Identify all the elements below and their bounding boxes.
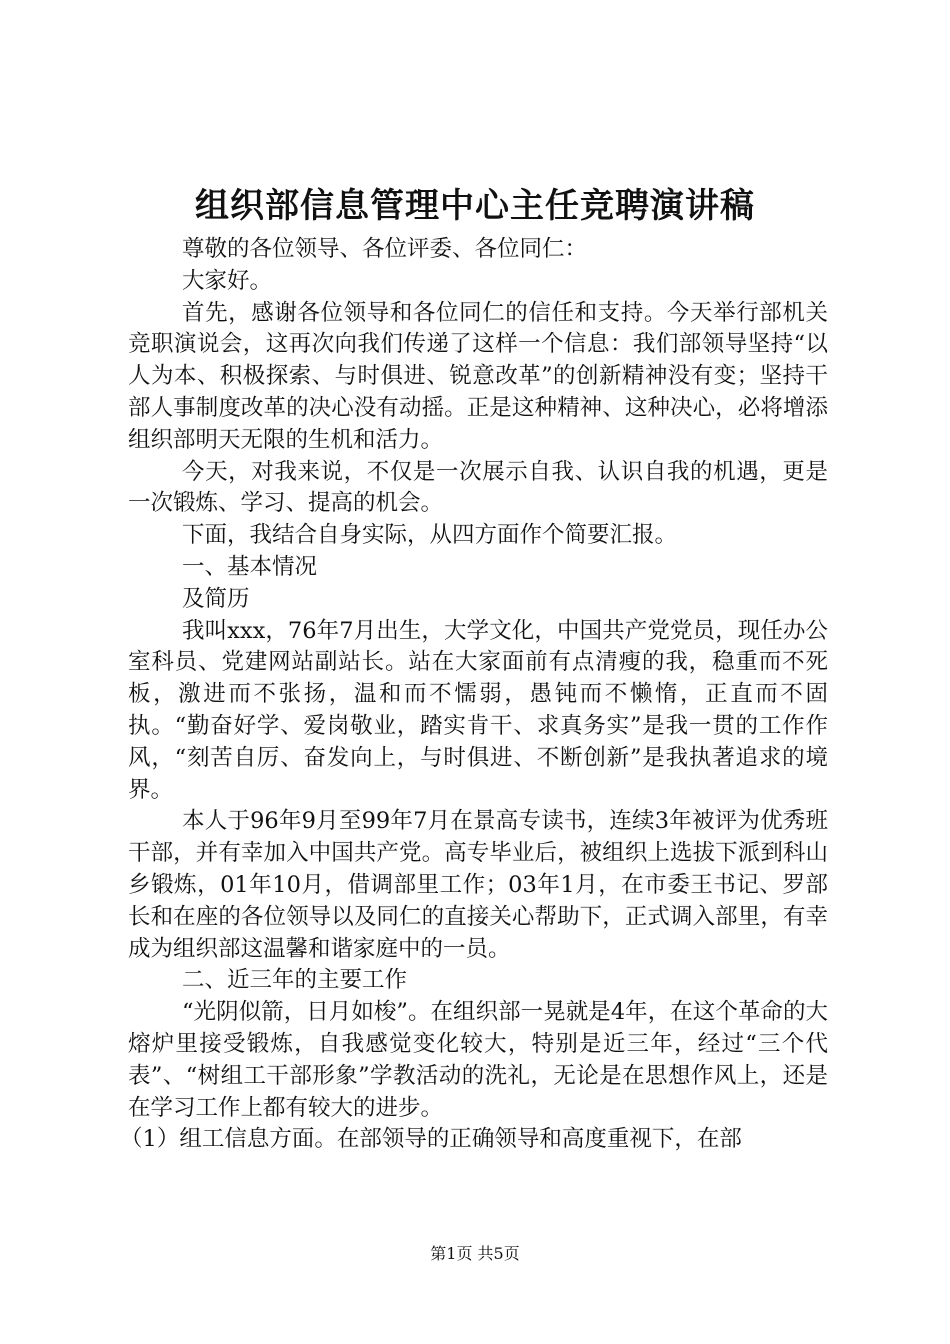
document-body [120, 234, 828, 1156]
paragraph-outline: 下面，我结合自身实际，从四方面作个简要汇报。 [182, 522, 678, 549]
section-heading-resume: 及简历 [182, 585, 250, 612]
paragraph-salutation: 尊敬的各位领导、各位评委、各位同仁： [182, 236, 588, 262]
section-heading-basic-info: 一、基本情况 [182, 553, 318, 580]
paragraph-thanks: 首先，感谢各位领导和各位同仁的信任和支持。今天举行部机关竞职演说会，这再次向我们传递了这样一个信息：我们部领导坚持“以人为本、积极探索、与时俱进、锐意改革”的创新精神没有变；坚持干部人事制度改革的决心没有动摇。正是这种精神、这种决心，必将增添组织部明天无限的生机和活力。 [128, 299, 828, 453]
paragraph-info-work: （1）组工信息方面。在部领导的正确领导和高度重视下，在部 [120, 1126, 742, 1153]
section-heading-main-work: 二、近三年的主要工作 [182, 967, 408, 994]
document-title: 组织部信息管理中心主任竞聘演讲稿 [195, 186, 755, 226]
page-footer: 第1页 共5页 [430, 1244, 520, 1263]
paragraph-greeting: 大家好。 [182, 267, 273, 294]
paragraph-opportunity: 今天，对我来说，不仅是一次展示自我、认识自我的机遇，更是一次锻炼、学习、提高的机会。 [128, 458, 828, 517]
paragraph-progress: “光阴似箭，日月如梭”。在组织部一晃就是4年，在这个革命的大熔炉里接受锻炼，自我感觉变化较大，特别是近三年，经过“三个代表”、“树组工干部形象”学教活动的洗礼，无论是在思想作风上，还是在学习工作上都有较大的进步。 [128, 999, 828, 1121]
paragraph-self-intro: 我叫xxx，76年7月出生，大学文化，中国共产党党员，现任办公室科员、党建网站副站长。站在大家面前有点清瘦的我，稳重而不死板，激进而不张扬，温和而不懦弱，愚钝而不懒惰，正直而不固执。“勤奋好学、爱岗敬业，踏实肯干、求真务实”是我一贯的工作作风，“刻苦自厉、奋发向上，与时俱进、不断创新”是我执著追求的境界。 [128, 617, 828, 803]
paragraph-history: 本人于96年9月至99年7月在景高专读书，连续3年被评为优秀班干部，并有幸加入中国共产党。高专毕业后，被组织上选拔下派到科山乡锻炼，01年10月，借调部里工作；03年1月，在市委王书记、罗部长和在座的各位领导以及同仁的直接关心帮助下，正式调入部里，有幸成为组织部这温馨和谐家庭中的一员。 [128, 808, 828, 962]
